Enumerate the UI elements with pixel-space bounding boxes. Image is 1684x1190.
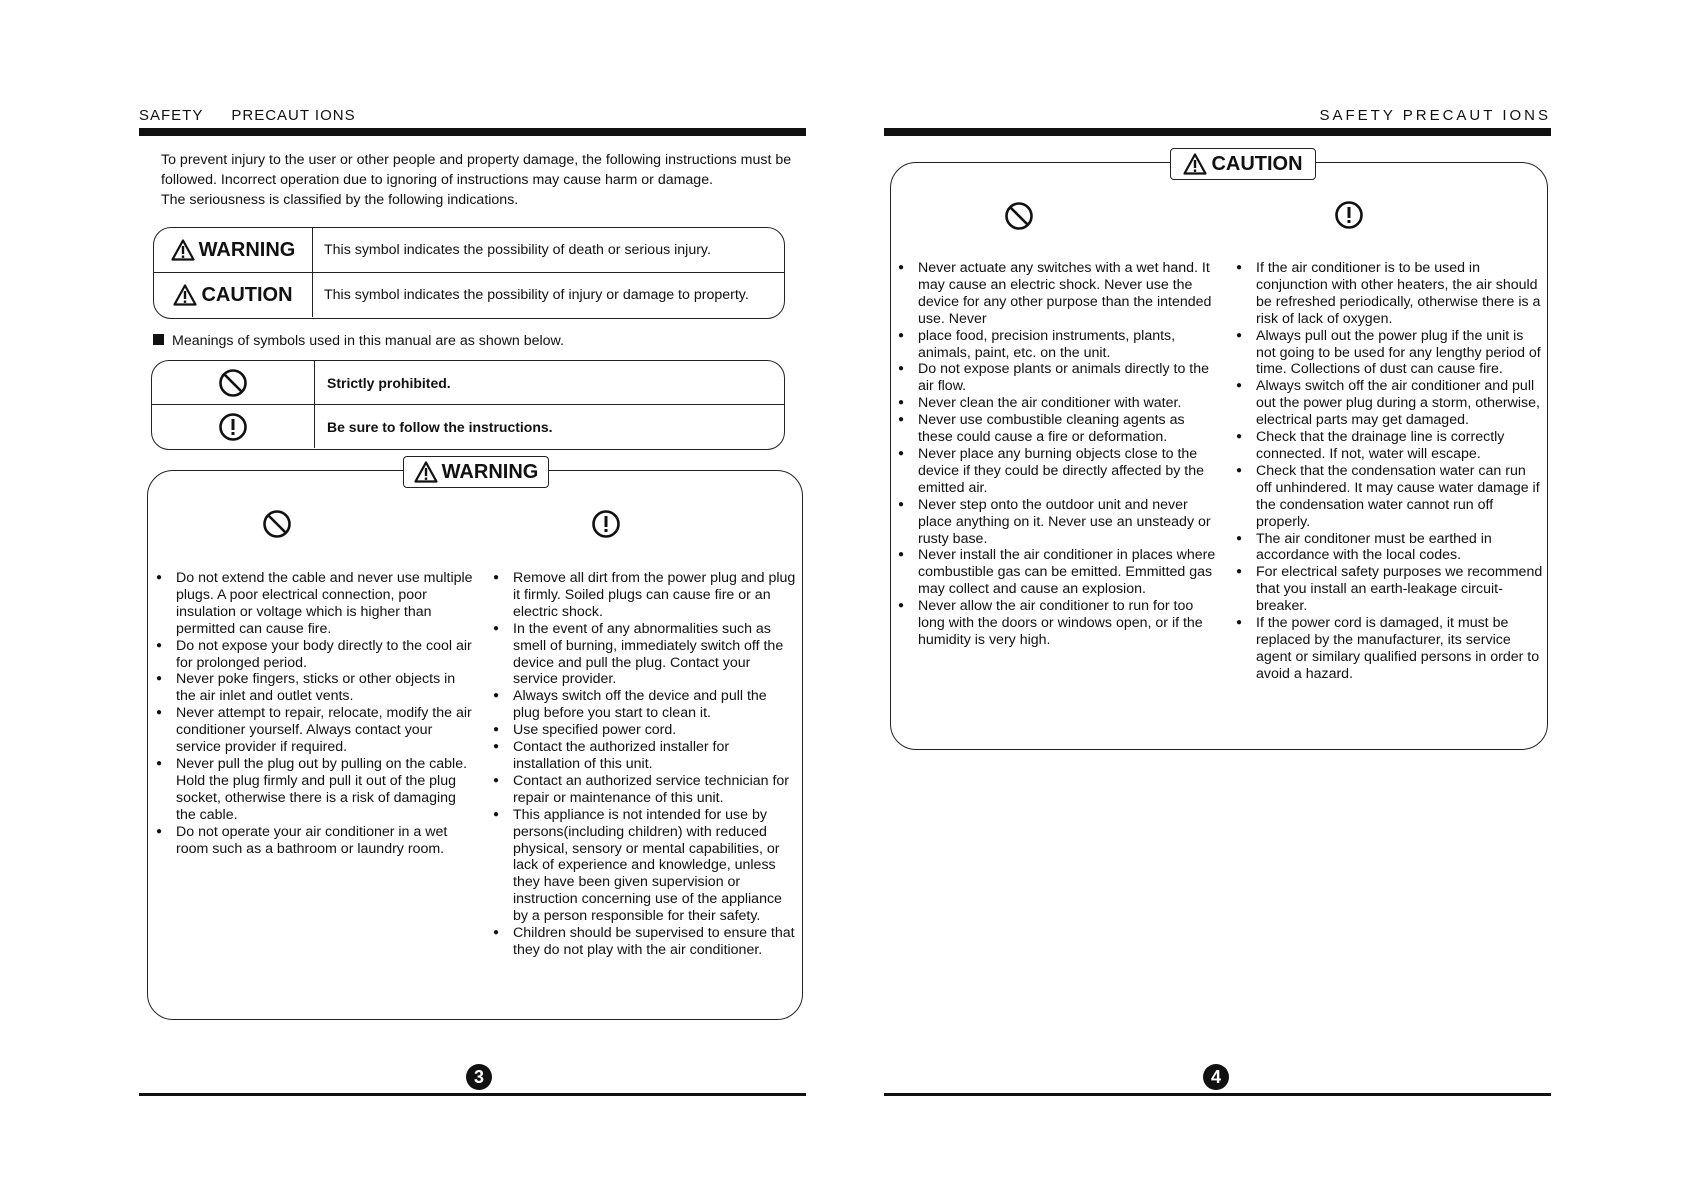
caution-label: CAUTION — [201, 283, 293, 306]
exclamation-icon — [591, 509, 621, 539]
list-item: ● Never poke fingers, sticks or other objects in the air inlet and outlet vents. — [156, 671, 474, 705]
intro-text: To prevent injury to the user or other people and property damage, the following instructions must be followed. Incorrect operation due to ignoring of instructions may cause harm or damage. The seriousness is classified by the following indications. — [161, 152, 792, 208]
list-item: ● Remove all dirt from the power plug and plug it firmly. Soiled plugs can cause fire or an electric shock. — [493, 570, 797, 621]
indication-row-caution — [154, 272, 784, 317]
caution-prohibited-list — [898, 260, 1216, 649]
list-item: ● Contact the authorized installer for installation of this unit. — [493, 739, 797, 773]
list-item: ● Do not expose your body directly to the cool air for prolonged period. — [156, 638, 474, 672]
list-item: ● Always pull out the power plug if the unit is not going to be used for any lengthy period of time. Collections of dust can cause fire. — [1236, 328, 1544, 379]
page-number: 3 — [466, 1064, 492, 1090]
list-item: ● Never step onto the outdoor unit and never place anything on it. Never use an unsteady or rusty base. — [898, 497, 1216, 548]
caution-triangle-icon — [173, 284, 197, 306]
page-header — [139, 107, 356, 124]
warning-mandatory-list — [493, 570, 797, 959]
prohibited-column-icon — [262, 509, 292, 544]
list-item: ● Never place any burning objects close to the device if they could be directly affected by the emitted air. — [898, 446, 1216, 497]
caution-box — [890, 162, 1548, 750]
indication-description: This symbol indicates the possibility of death or serious injury. — [324, 242, 711, 258]
caution-box-title-text: CAUTION — [1211, 152, 1303, 175]
symbol-meaning: Be sure to follow the instructions. — [327, 418, 553, 435]
page-header: SAFETY PRECAUT IONS — [1319, 107, 1551, 124]
list-item: ● Check that the drainage line is correctly connected. If not, water will escape. — [1236, 429, 1544, 463]
symbol-meaning: Strictly prohibited. — [327, 374, 451, 391]
list-item: ● Always switch off the air conditioner and pull out the power plug during a storm, otherwise, electrical parts may get damaged. — [1236, 378, 1544, 429]
warning-triangle-icon — [171, 239, 195, 261]
exclamation-icon — [218, 412, 248, 442]
header-rule — [884, 128, 1551, 136]
list-item: ● Check that the condensation water can run off unhindered. It may cause water damage if the condensation water cannot run off properly. — [1236, 463, 1544, 531]
indication-label — [154, 273, 313, 317]
warning-box-title — [403, 456, 549, 488]
footer-rule — [139, 1093, 806, 1096]
caution-triangle-icon — [1183, 153, 1207, 175]
meanings-text: Meanings of symbols used in this manual are as shown below. — [172, 333, 564, 349]
warning-prohibited-list — [156, 570, 474, 857]
square-bullet-icon — [153, 334, 164, 345]
list-item: ● In the event of any abnormalities such as smell of burning, immediately switch off the device and pull the plug. Contact your service provider. — [493, 621, 797, 689]
header-rule — [139, 128, 806, 136]
list-item: ● Do not extend the cable and never use multiple plugs. A poor electrical connection, poor insulation or voltage which is higher than permitted can cause fire. — [156, 570, 474, 638]
warning-label: WARNING — [198, 238, 296, 261]
warning-box — [147, 470, 803, 1020]
indication-label — [154, 228, 313, 272]
list-item: ● If the power cord is damaged, it must be replaced by the manufacturer, its service agent or similary qualified persons in order to avoid a hazard. — [1236, 615, 1544, 683]
list-item: ● Never allow the air conditioner to run for too long with the doors or windows open, or if the humidity is very high. — [898, 598, 1216, 649]
footer-rule — [884, 1093, 1551, 1096]
left-page — [139, 0, 806, 1190]
list-item: ● Never clean the air conditioner with water. — [898, 395, 1216, 412]
prohibited-column-icon — [1004, 201, 1034, 236]
indication-row-warning — [154, 228, 784, 272]
list-item: ● Never attempt to repair, relocate, modify the air conditioner yourself. Always contact your service provider if required. — [156, 705, 474, 756]
list-item: ● This appliance is not intended for use by persons(including children) with reduced physical, sensory or mental capabilities, or lack of experience and knowledge, unless they have been given supervision or instruction concerning use of the appliance by a person responsible for their safety. — [493, 807, 797, 925]
symbol-table — [151, 360, 785, 450]
symbol-row-prohibited — [152, 361, 784, 404]
indication-description: This symbol indicates the possibility of injury or damage to property. — [324, 287, 749, 303]
prohibited-icon — [218, 368, 248, 398]
list-item: ● Never install the air conditioner in places where combustible gas can be emitted. Emmitted gas may collect and cause an explosion. — [898, 547, 1216, 598]
list-item: ● Use specified power cord. — [493, 722, 797, 739]
mandatory-column-icon — [1334, 200, 1364, 235]
list-item: ● Do not operate your air conditioner in a wet room such as a bathroom or laundry room. — [156, 824, 474, 858]
warning-triangle-icon — [414, 461, 438, 483]
mandatory-column-icon — [591, 509, 621, 544]
exclamation-icon — [1334, 200, 1364, 230]
list-item: ● Never actuate any switches with a wet hand. It may cause an electric shock. Never use the device for any other purpose than the intended use. Never — [898, 260, 1216, 328]
list-item: ● Contact an authorized service technician for repair or maintenance of this unit. — [493, 773, 797, 807]
warning-box-title-text: WARNING — [441, 460, 539, 483]
caution-mandatory-list — [1236, 260, 1544, 683]
list-item: ● place food, precision instruments, plants, animals, paint, etc. on the unit. — [898, 328, 1216, 362]
header-safety: SAFETY — [139, 107, 204, 124]
list-item: ● If the air conditioner is to be used in conjunction with other heaters, the air should be refreshed periodically, otherwise there is a risk of lack of oxygen. — [1236, 260, 1544, 328]
page-number: 4 — [1203, 1064, 1229, 1090]
prohibited-icon — [262, 509, 292, 539]
right-page — [884, 0, 1551, 1190]
meanings-note — [153, 333, 564, 349]
list-item: ● Never use combustible cleaning agents as these could cause a fire or deformation. — [898, 412, 1216, 446]
list-item: ● For electrical safety purposes we recommend that you install an earth-leakage circuit-breaker. — [1236, 564, 1544, 615]
prohibited-icon — [1004, 201, 1034, 231]
caution-box-title — [1170, 148, 1316, 180]
header-precautions: PRECAUT IONS — [231, 107, 356, 124]
list-item: ● Always switch off the device and pull the plug before you start to clean it. — [493, 688, 797, 722]
list-item: ● Never pull the plug out by pulling on the cable. Hold the plug firmly and pull it out of the plug socket, otherwise there is a risk of damaging the cable. — [156, 756, 474, 824]
list-item: ● Do not expose plants or animals directly to the air flow. — [898, 361, 1216, 395]
list-item: ● Children should be supervised to ensure that they do not play with the air conditioner. — [493, 925, 797, 959]
symbol-cell — [152, 361, 315, 404]
indication-table — [153, 227, 785, 319]
symbol-cell — [152, 405, 315, 448]
list-item: ● The air conditoner must be earthed in accordance with the local codes. — [1236, 531, 1544, 565]
symbol-row-mandatory — [152, 404, 784, 448]
